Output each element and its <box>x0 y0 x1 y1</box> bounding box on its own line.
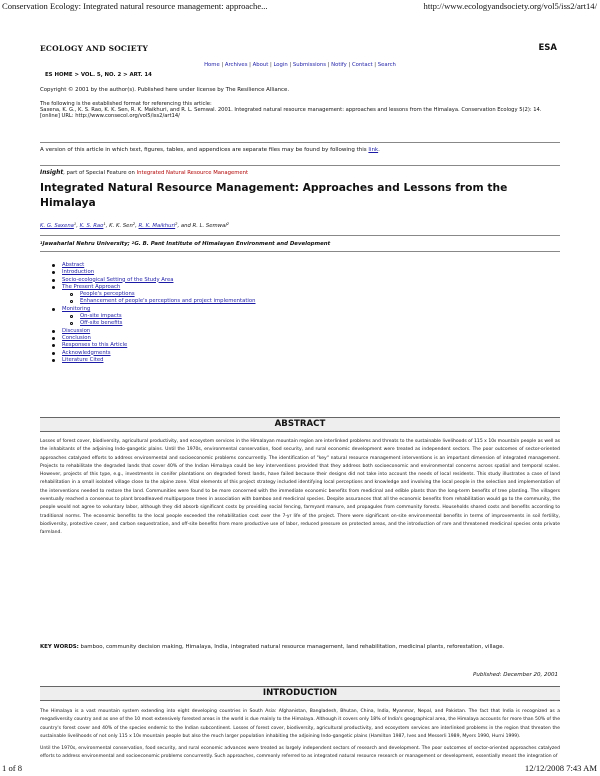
article-title: Integrated Natural Resource Management: Approaches and Lessons from the Himalaya <box>40 181 508 209</box>
author-link[interactable]: K. S. Rao <box>79 223 104 229</box>
nav-search[interactable]: Search <box>377 62 396 68</box>
published-date: Published: December 20, 2001 <box>473 672 558 678</box>
author-affil-sup: 1 <box>73 222 77 226</box>
intro-text-part: mountain people but also the much larger population inhabiting the adjoining Indo-gangetic plains (Hamilton 1987, Ives and Messerli 1989, Myers 1990, Hurni 1999). <box>141 733 521 739</box>
affil-sup: 2 <box>131 240 135 245</box>
page-counter: 1 of 8 <box>2 763 23 773</box>
journal-logo[interactable]: ECOLOGY AND SOCIETY <box>40 44 149 53</box>
superscript: 6 <box>139 733 142 738</box>
toc-label: Off-site benefits <box>80 320 123 327</box>
bullet-icon <box>52 264 55 267</box>
toc-label: On-site impacts <box>80 313 122 320</box>
bullet-icon <box>70 293 73 296</box>
bullet-icon <box>52 344 55 347</box>
nav-home[interactable]: Home <box>204 62 220 68</box>
author-link[interactable]: R. K. Maikhuri <box>138 223 176 229</box>
bullet-icon <box>52 359 55 362</box>
author-name: and R. L. Semwal <box>180 223 227 229</box>
keywords-text: bamboo, community decision making, Himalaya, India, integrated natural resource management, land rehabilitation, medicinal plants, reforestation, village. <box>78 644 505 650</box>
bullet-icon <box>52 271 55 274</box>
citation-intro: The following is the established format for referencing this article: <box>40 101 212 107</box>
bullet-icon <box>52 330 55 333</box>
nav-archives[interactable]: Archives <box>224 62 248 68</box>
nav-login[interactable]: Login <box>273 62 288 68</box>
toc-label: Responses to this Article <box>62 342 128 349</box>
author-affil-sup: 2 <box>175 222 178 226</box>
version-note-text: A version of this article in which text, figures, tables, and appendices are separate files may be found by following this <box>40 147 369 153</box>
nav-contact[interactable]: Contact <box>351 62 373 68</box>
toc-link[interactable] <box>52 262 452 269</box>
toc-link[interactable] <box>52 342 452 349</box>
version-note <box>40 147 540 155</box>
affil-sup: 1 <box>40 240 43 245</box>
nav-about[interactable]: About <box>252 62 269 68</box>
keywords <box>40 644 560 652</box>
version-link[interactable]: link <box>368 147 379 153</box>
toc-link[interactable] <box>52 291 452 298</box>
toc-label: Introduction <box>62 269 95 276</box>
introduction-text <box>40 708 560 766</box>
divider <box>40 165 560 166</box>
abstract-text-part: mountain people as well as the inhabitants of the adjoining Indo-gangetic plains. Until the 1970s, environmental conservation, food security, and rural economic development were treated as independent sectors. The poor outcomes of sector-oriented approaches catalyzed efforts to address environmental and socioeconomic problems concurrently. The identification of "key" natural resource management interventions is an important dimension of integrated management. Projects to rehabilitate the degraded lands that cover 40% of the Indian Himalaya could be key interventions provided that they address both socioeconomic and environmental concerns across spatial and temporal scales. However, projects of this type, e.g., investments in conifer plantations on degraded forest lands, have failed because their designs did not take into account the needs of local residents. This study illustrates a case of land rehabilitation in a small isolated village close to the alpine zone. Vital elements of this project strategy included identifying local perceptions and knowledge and involving the local people in the selection and implementation of the interventions needed to restore the land. Communities were found to be more concerned with the immediate economic benefits from medicinal and edible plants than the long-term benefits of tree planting. The villagers eventually reached a consensus to plant broadleaved multipurpose trees in association with bamboo and medicinal species. Despite assurances that all the economic benefits from rehabilitation would go to the community, the people would not agree to voluntary labor, although they did absorb significant costs by providing social fencing, farmyard manure, and propagules from community forests. Households shared costs and benefits according to traditional norms. The economic benefits to the local people exceeded the rehabilitation cost over the 7-yr life of the project. There were significant on-site environmental benefits in terms of improvements in soil fertility, biodiversity, protective cover, and carbon sequestration, and off-site benefits from more productive use of labor, reduced pressure on protected areas, and the introduction of rare and threatened medicinal species onto private farmland. <box>40 439 560 536</box>
toc-link[interactable] <box>52 320 452 327</box>
intro-paragraph: Until the 1970s, environmental conservation, food security, and rural economic advances were treated as largely independent sectors of research and development. The poor outcomes of sector-oriented approaches catalyzed efforts to address environmental and socioeconomic problems concurrently. Such approaches, commonly referred to as integrated natural resource research or management or development, essentially meant the integration of <box>40 746 560 760</box>
toc-label: Monitoring <box>62 305 91 312</box>
nav-notify[interactable]: Notify <box>331 62 347 68</box>
toc-link[interactable] <box>52 313 452 320</box>
print-footer <box>0 762 600 776</box>
toc-label: Acknowledgments <box>62 349 111 356</box>
bullet-icon <box>52 286 55 289</box>
superscript: 6 <box>494 439 497 443</box>
special-feature-link[interactable]: Integrated Natural Resource Management <box>136 170 249 176</box>
abstract-text-part: Losses of forest cover, biodiversity, agricultural productivity, and ecosystem services in the Himalayan mountain region are interlinked problems and threats to the sustainable livelihoods of 115 x 10 <box>40 439 495 444</box>
divider <box>40 251 560 252</box>
toc-link[interactable] <box>52 284 452 291</box>
affiliation: Jawaharlal Nehru University <box>42 241 128 247</box>
toc-label: Abstract <box>62 262 85 268</box>
intro-text-part: The Himalaya is a vast mountain system extending into eight developing countries in South Asia: Afghanistan, Bangladesh, Bhutan, China, India, Myanmar, Nepal, and Pakistan. The fact that India is recognized as a megadiversity country and as one of the 10 most extensively forested areas in the world is due mainly to the Himalaya. Although it covers only 18% of India's geographical area, the Himalaya accounts for more than 50% of the country's forest cover and 40% of the species endemic to the Indian subcontinent. Losses of forest cover, biodiversity, agricultural productivity, and ecosystem services are interlinked problems in the region that threaten the sustainable livelihoods of not only 115 x 10 <box>40 709 560 739</box>
divider <box>40 142 560 143</box>
bullet-icon <box>52 308 55 311</box>
abstract-text <box>40 438 560 538</box>
toc-link[interactable] <box>52 350 452 357</box>
affiliations: $^1$Jawaharlal Nehru University; $^2$G. B. Pant Institute of Himalayan Environment and Development <box>40 240 331 247</box>
bullet-icon <box>70 322 73 325</box>
bullet-icon <box>52 279 55 282</box>
toc-link[interactable] <box>52 328 452 335</box>
citation-block <box>40 101 560 120</box>
author-affil-sup: 1 <box>103 222 106 226</box>
special-feature-note <box>40 170 248 176</box>
toc-link[interactable] <box>52 357 452 364</box>
copyright-notice: Copyright © 2001 by the author(s). Published here under license by The Resilience Alliance. <box>40 87 290 93</box>
keywords-label: KEY WORDS: <box>40 644 79 650</box>
bullet-icon <box>52 337 55 340</box>
toc-link[interactable] <box>52 298 452 305</box>
toc-label: People's perceptions <box>80 291 135 298</box>
bullet-icon <box>70 300 73 303</box>
author-name: K. K. Sen <box>109 223 133 229</box>
abstract-heading: ABSTRACT <box>40 417 560 432</box>
author-list: K. G. Saxena$^1$, K. S. Rao$^1$, K. K. Sen$^2$, R. K. Maikhuri$^2$, and R. L. Semwal$^2$ <box>40 222 230 229</box>
print-header-url: http://www.ecologyandsociety.org/vol5/iss2/art14/ <box>423 1 597 11</box>
affiliation: G. B. Pant Institute of Himalayan Environment and Development <box>134 241 331 247</box>
top-navigation: Home | Archives | About | Login | Submissions | Notify | Contact | Search <box>204 62 396 68</box>
author-affil-sup: 2 <box>226 222 230 226</box>
print-timestamp: 12/12/2008 7:43 AM <box>524 763 597 773</box>
bullet-icon <box>52 352 55 355</box>
print-header-title: Conservation Ecology: Integrated natural resource management: approache... <box>2 1 268 11</box>
toc-label: Discussion <box>62 327 91 334</box>
print-header <box>0 0 600 14</box>
bullet-icon <box>70 315 73 318</box>
divider <box>40 235 560 236</box>
author-link[interactable]: K. G. Saxena <box>40 223 74 229</box>
nav-submissions[interactable]: Submissions <box>292 62 326 68</box>
toc-label: Socio-ecological Setting of the Study Area <box>62 276 174 283</box>
toc-link[interactable] <box>52 335 452 342</box>
esa-logo[interactable]: ESA <box>538 43 557 53</box>
insight-label: Insight <box>40 170 64 176</box>
toc-link[interactable] <box>52 277 452 284</box>
introduction-heading: INTRODUCTION <box>40 686 560 701</box>
author-affil-sup: 2 <box>132 222 136 226</box>
version-note-end: . <box>378 147 380 153</box>
insight-text: , part of Special Feature on <box>63 170 137 176</box>
toc-label: Conclusion <box>62 334 91 341</box>
toc-link[interactable] <box>52 269 452 276</box>
table-of-contents <box>52 262 452 364</box>
toc-link[interactable] <box>52 306 452 313</box>
toc-label: The Present Approach <box>62 283 121 290</box>
toc-label: Enhancement of people's perceptions and project implementation <box>80 298 256 305</box>
toc-label: Literature Cited <box>62 356 104 363</box>
citation-text: Saxena, K. G., K. S. Rao, K. K. Sen, R. K. Maikhuri, and R. L. Semwal. 2001. Integrated natural resource management: approaches and lessons from the Himalaya. Conservation Ecology 5(2): 14. [online] URL: http://www.consecol.org/vol5/iss2/art14/ <box>40 107 542 120</box>
breadcrumb[interactable]: ES HOME > VOL. 5, NO. 2 > ART. 14 <box>45 72 152 78</box>
